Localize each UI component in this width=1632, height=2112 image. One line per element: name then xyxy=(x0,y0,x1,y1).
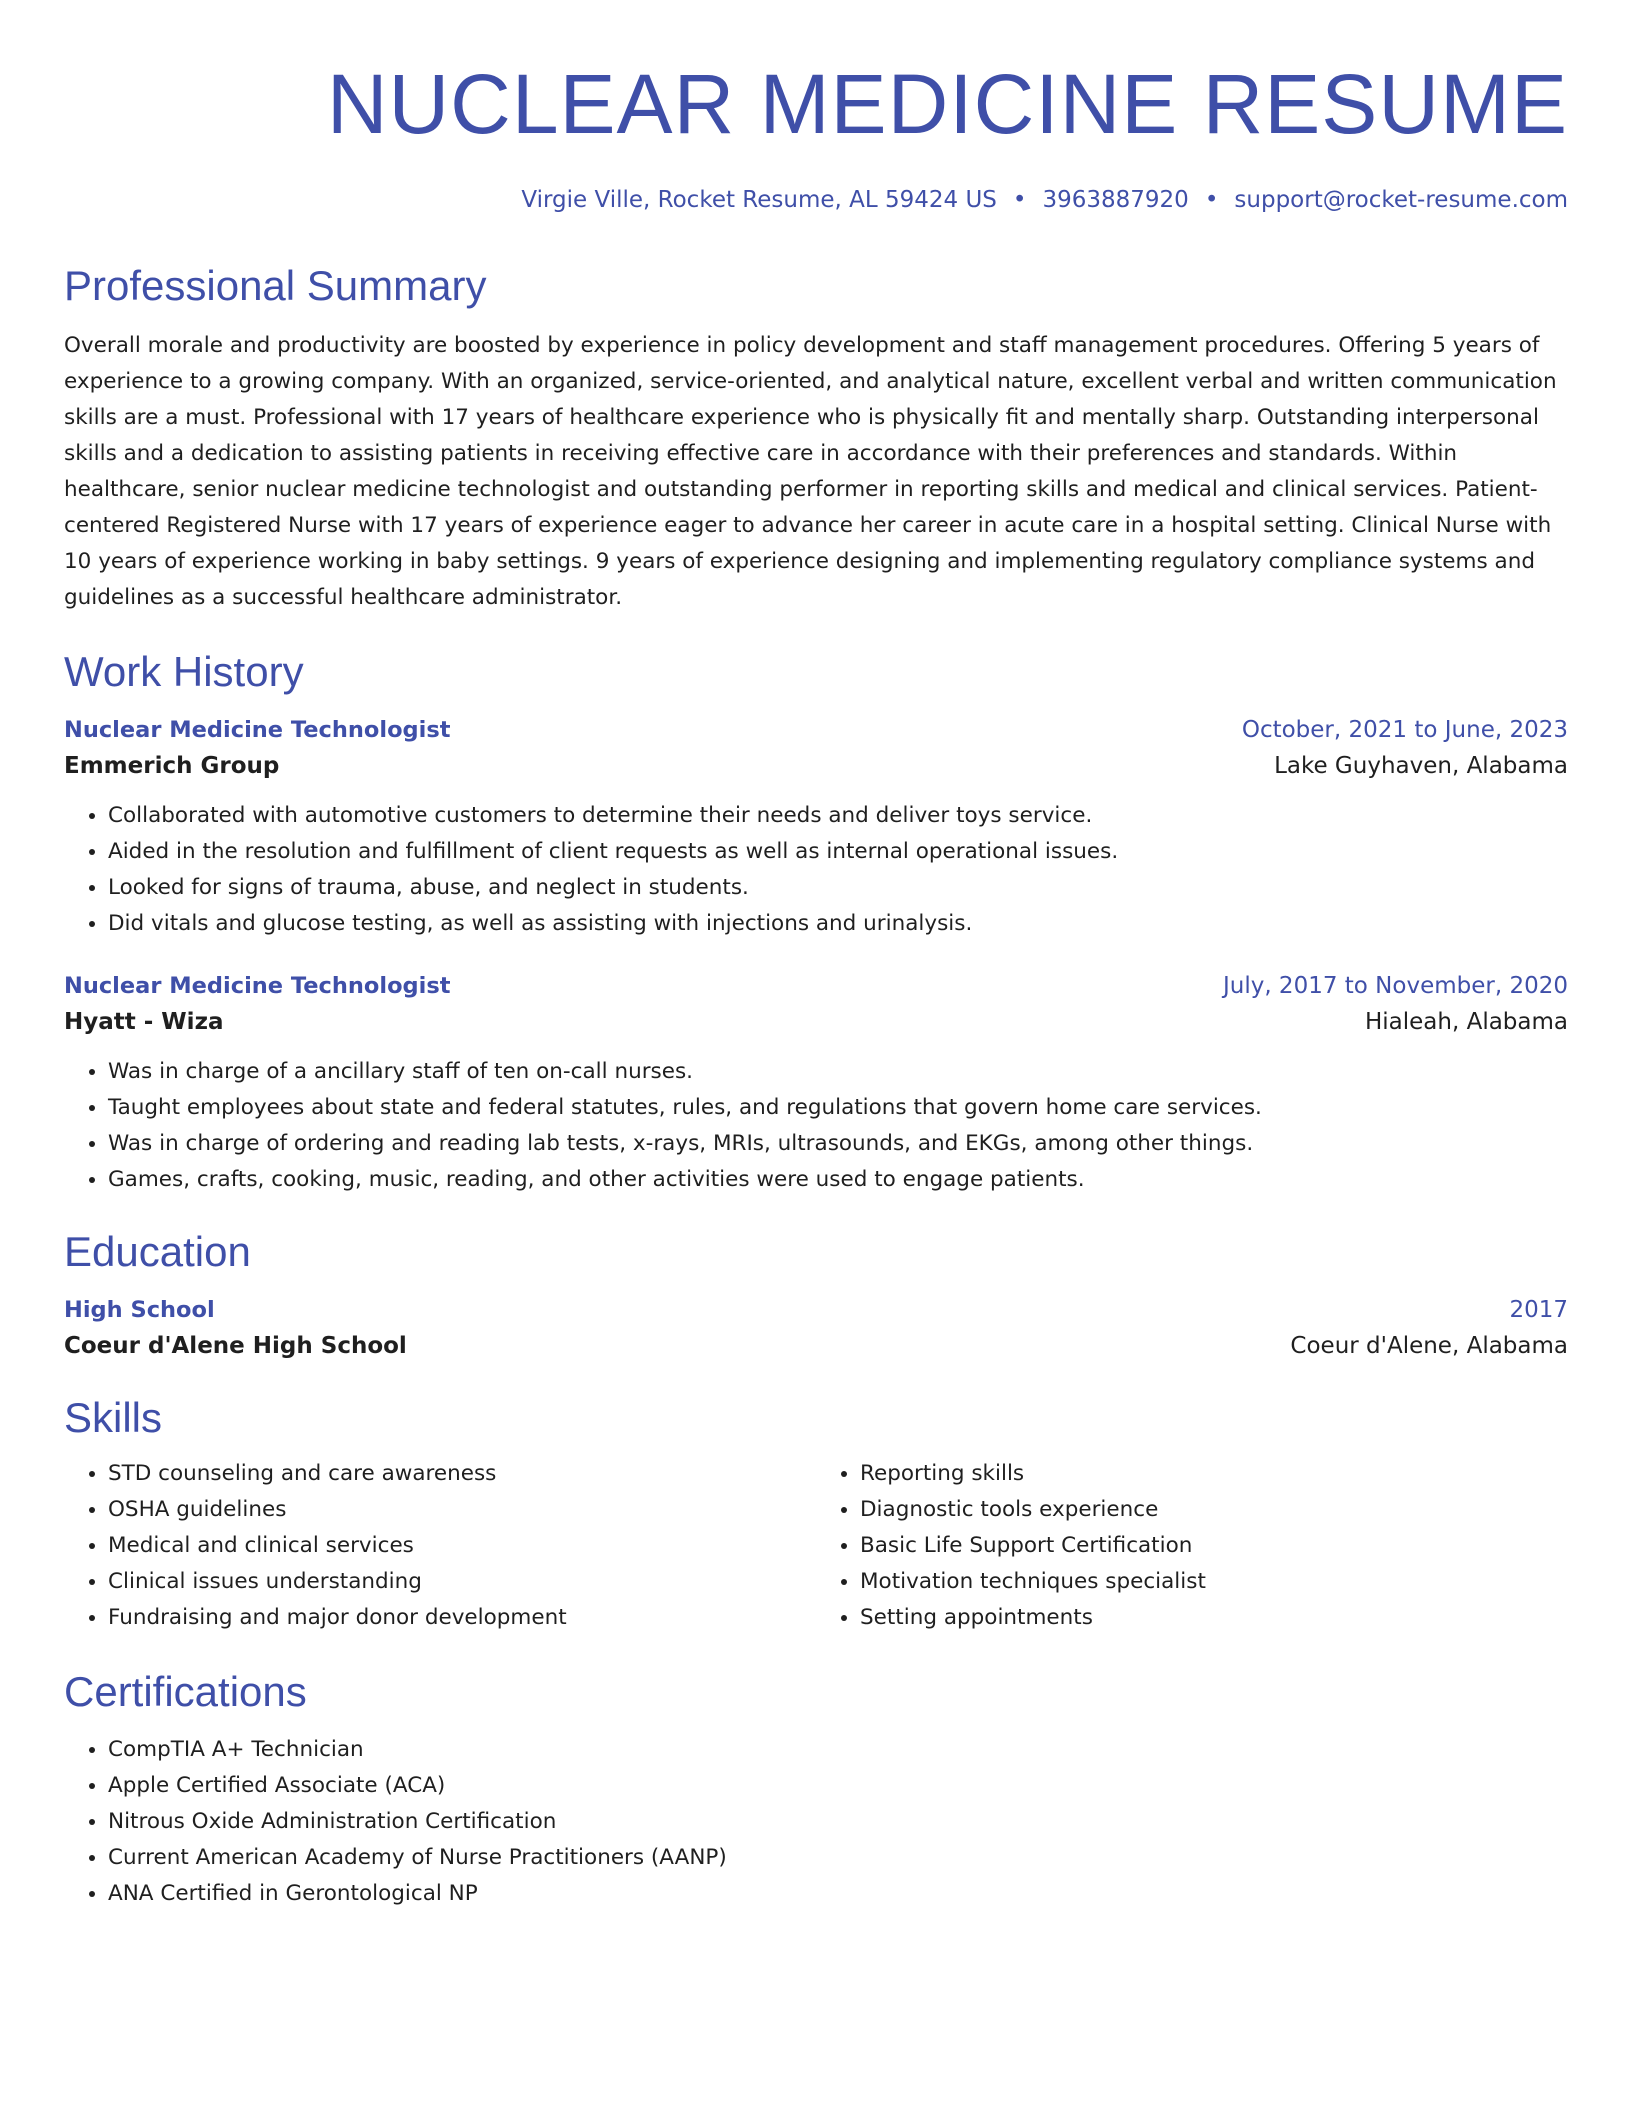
education-heading: Education xyxy=(64,1228,251,1275)
job-dates: July, 2017 to November, 2020 xyxy=(1222,973,1568,999)
summary-text: Overall morale and productivity are boosted by experience in policy development and staff management procedures. Offering 5 years of experience to a growing company. With an organized, service-oriented, and analytical nature, excellent verbal and written communication skills are a must. Professional with 17 years of healthcare experience who is physically fit and mentally sharp. Outstanding interpersonal skills and a dedication to assisting patients in receiving effective care in accordance with their preferences and standards. Within healthcare, senior nuclear medicine technologist and outstanding performer in reporting skills and medical and clinical services. Patient-centered Registered Nurse with 17 years of experience eager to advance her career in acute care in a hospital setting. Clinical Nurse with 10 years of experience working in baby settings. 9 years of experience designing and implementing regulatory compliance systems and guidelines as a successful healthcare administrator. xyxy=(64,333,1557,610)
job-bullets xyxy=(64,1054,1568,1198)
skill-item: • Clinical issues understanding xyxy=(108,1564,816,1600)
skills-heading: Skills xyxy=(64,1394,163,1441)
job-bullet: • Games, crafts, cooking, music, reading, and other activities were used to engage patients. xyxy=(108,1162,1568,1198)
education-school: Coeur d'Alene High School xyxy=(64,1333,407,1359)
skills-list-right xyxy=(816,1456,1568,1636)
job-bullet: • Collaborated with automotive customers to determine their needs and deliver toys service. xyxy=(108,798,1568,834)
job-entry xyxy=(64,712,1568,942)
education-year: 2017 xyxy=(1509,1297,1568,1323)
skill-item: • STD counseling and care awareness xyxy=(108,1456,816,1492)
certifications-list xyxy=(64,1732,1568,1912)
contact-email: support@rocket-resume.com xyxy=(1234,187,1568,213)
job-company-row xyxy=(64,1004,1568,1040)
contact-address: Virgie Ville, Rocket Resume, AL 59424 US xyxy=(521,187,997,213)
summary-heading: Professional Summary xyxy=(64,262,487,309)
contact-line xyxy=(64,184,1568,216)
job-bullet: • Looked for signs of trauma, abuse, and neglect in students. xyxy=(108,870,1568,906)
skill-item: • Fundraising and major donor development xyxy=(108,1600,816,1636)
job-company: Hyatt - Wiza xyxy=(64,1009,224,1035)
job-header-row xyxy=(64,712,1568,748)
skills-columns xyxy=(64,1456,1568,1636)
contact-separator: • xyxy=(1204,187,1219,213)
contact-phone: 3963887920 xyxy=(1042,187,1189,213)
job-location: Hialeah, Alabama xyxy=(1364,1009,1568,1035)
certification-item: • Current American Academy of Nurse Practitioners (AANP) xyxy=(108,1840,1568,1876)
skill-item: • OSHA guidelines xyxy=(108,1492,816,1528)
skill-item: • Setting appointments xyxy=(860,1600,1568,1636)
education-degree: High School xyxy=(64,1297,215,1323)
work-history-heading: Work History xyxy=(64,648,304,695)
job-location: Lake Guyhaven, Alabama xyxy=(1274,753,1568,779)
certification-item: • CompTIA A+ Technician xyxy=(108,1732,1568,1768)
resume-name: NUCLEAR MEDICINE RESUME xyxy=(326,57,1568,151)
job-header-row xyxy=(64,968,1568,1004)
certification-item: • ANA Certified in Gerontological NP xyxy=(108,1876,1568,1912)
job-bullet: • Did vitals and glucose testing, as well as assisting with injections and urinalysis. xyxy=(108,906,1568,942)
job-bullets xyxy=(64,798,1568,942)
skill-item: • Basic Life Support Certification xyxy=(860,1528,1568,1564)
education-location: Coeur d'Alene, Alabama xyxy=(1290,1333,1568,1359)
job-company: Emmerich Group xyxy=(64,753,280,779)
education-entry xyxy=(64,1292,1568,1364)
skill-item: • Motivation techniques specialist xyxy=(860,1564,1568,1600)
job-dates: October, 2021 to June, 2023 xyxy=(1241,717,1568,743)
skill-item: • Reporting skills xyxy=(860,1456,1568,1492)
certification-item: • Apple Certified Associate (ACA) xyxy=(108,1768,1568,1804)
skill-item: • Diagnostic tools experience xyxy=(860,1492,1568,1528)
contact-separator: • xyxy=(1012,187,1027,213)
job-bullet: • Was in charge of a ancillary staff of ten on-call nurses. xyxy=(108,1054,1568,1090)
job-bullet: • Was in charge of ordering and reading lab tests, x-rays, MRIs, ultrasounds, and EKGs, among other things. xyxy=(108,1126,1568,1162)
job-bullet: • Taught employees about state and federal statutes, rules, and regulations that govern home care services. xyxy=(108,1090,1568,1126)
education-school-row xyxy=(64,1328,1568,1364)
certification-item: • Nitrous Oxide Administration Certification xyxy=(108,1804,1568,1840)
certifications-heading: Certifications xyxy=(64,1668,307,1715)
skill-item: • Medical and clinical services xyxy=(108,1528,816,1564)
job-company-row xyxy=(64,748,1568,784)
job-bullet: • Aided in the resolution and fulfillment of client requests as well as internal operational issues. xyxy=(108,834,1568,870)
job-title: Nuclear Medicine Technologist xyxy=(64,717,451,743)
education-header-row xyxy=(64,1292,1568,1328)
skills-list-left xyxy=(64,1456,816,1636)
job-entry xyxy=(64,968,1568,1198)
job-title: Nuclear Medicine Technologist xyxy=(64,973,451,999)
